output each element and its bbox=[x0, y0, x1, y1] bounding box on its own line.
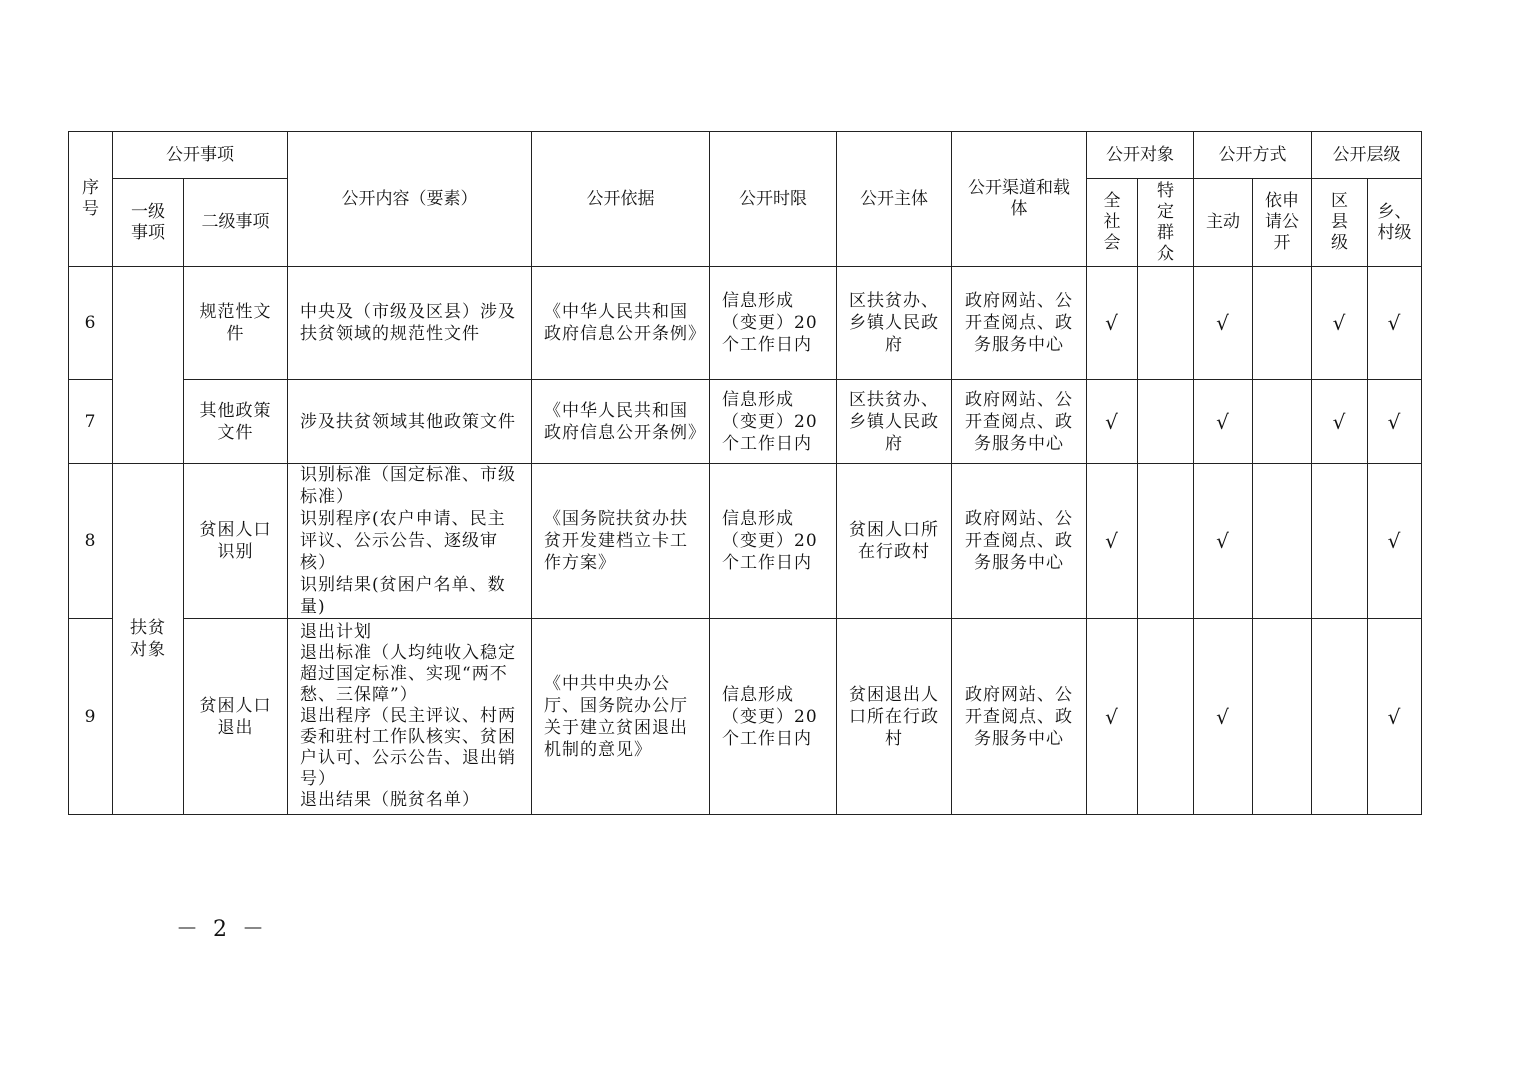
check-obj-specific bbox=[1138, 464, 1194, 619]
header-row-1 bbox=[69, 132, 1422, 179]
header-level-village: 乡、村级 bbox=[1368, 179, 1422, 267]
header-level2: 二级事项 bbox=[184, 179, 288, 267]
check-obj-all: √ bbox=[1087, 464, 1138, 619]
header-method-apply: 依申请公开 bbox=[1253, 179, 1312, 267]
row-time-limit: 信息形成（变更）20个工作日内 bbox=[710, 464, 837, 619]
check-level-county bbox=[1312, 619, 1368, 815]
row-level2: 其他政策文件 bbox=[184, 380, 288, 464]
header-obj-specific: 特定群众 bbox=[1138, 179, 1194, 267]
check-level-county: √ bbox=[1312, 380, 1368, 464]
header-channel: 公开渠道和载体 bbox=[952, 132, 1087, 267]
check-obj-all: √ bbox=[1087, 380, 1138, 464]
check-method-apply bbox=[1253, 619, 1312, 815]
header-method: 公开方式 bbox=[1194, 132, 1312, 179]
row-content: 中央及（市级及区县）涉及扶贫领域的规范性文件 bbox=[288, 267, 532, 380]
row-channel: 政府网站、公开查阅点、政务服务中心 bbox=[952, 380, 1087, 464]
table-row bbox=[69, 380, 1422, 464]
header-time-limit: 公开时限 bbox=[710, 132, 837, 267]
row-subject: 区扶贫办、乡镇人民政府 bbox=[837, 380, 952, 464]
row-level2: 规范性文件 bbox=[184, 267, 288, 380]
header-object: 公开对象 bbox=[1087, 132, 1194, 179]
row-channel: 政府网站、公开查阅点、政务服务中心 bbox=[952, 619, 1087, 815]
header-obj-all: 全社会 bbox=[1087, 179, 1138, 267]
check-method-active: √ bbox=[1194, 464, 1253, 619]
header-level-county: 区县级 bbox=[1312, 179, 1368, 267]
check-level-village: √ bbox=[1368, 619, 1422, 815]
row-content: 涉及扶贫领域其他政策文件 bbox=[288, 380, 532, 464]
row-basis: 《中华人民共和国政府信息公开条例》 bbox=[532, 380, 710, 464]
row-basis: 《中华人民共和国政府信息公开条例》 bbox=[532, 267, 710, 380]
row-time-limit: 信息形成（变更）20个工作日内 bbox=[710, 380, 837, 464]
row-seq: 6 bbox=[69, 267, 113, 380]
check-method-active: √ bbox=[1194, 619, 1253, 815]
row-level2: 贫困人口识别 bbox=[184, 464, 288, 619]
header-items: 公开事项 bbox=[113, 132, 288, 179]
row-content: 退出计划 退出标准（人均纯收入稳定超过国定标准、实现“两不愁、三保障”） 退出程序（民主评议、村两委和驻村工作队核实、贫困户认可、公示公告、退出销号） 退出结果（脱贫名单） bbox=[288, 619, 532, 815]
check-method-apply bbox=[1253, 464, 1312, 619]
row-content: 识别标准（国定标准、市级标准） 识别程序(农户申请、民主评议、公示公告、逐级审核） 识别结果(贫困户名单、数量) bbox=[288, 464, 532, 619]
header-seq: 序号 bbox=[69, 132, 113, 267]
row-channel: 政府网站、公开查阅点、政务服务中心 bbox=[952, 464, 1087, 619]
row-seq: 9 bbox=[69, 619, 113, 815]
check-obj-specific bbox=[1138, 267, 1194, 380]
row-subject: 区扶贫办、乡镇人民政府 bbox=[837, 267, 952, 380]
table-row bbox=[69, 267, 1422, 380]
check-method-active: √ bbox=[1194, 380, 1253, 464]
row-channel: 政府网站、公开查阅点、政务服务中心 bbox=[952, 267, 1087, 380]
check-obj-specific bbox=[1138, 380, 1194, 464]
header-method-active: 主动 bbox=[1194, 179, 1253, 267]
check-obj-all: √ bbox=[1087, 619, 1138, 815]
table-row bbox=[69, 619, 1422, 815]
page-number: － 2 － bbox=[176, 917, 268, 942]
row-basis: 《中共中央办公厅、国务院办公厅关于建立贫困退出机制的意见》 bbox=[532, 619, 710, 815]
check-level-village: √ bbox=[1368, 380, 1422, 464]
header-level1: 一级事项 bbox=[113, 179, 184, 267]
check-obj-all: √ bbox=[1087, 267, 1138, 380]
header-content: 公开内容（要素） bbox=[288, 132, 532, 267]
header-subject: 公开主体 bbox=[837, 132, 952, 267]
header-basis: 公开依据 bbox=[532, 132, 710, 267]
check-level-county: √ bbox=[1312, 267, 1368, 380]
check-level-county bbox=[1312, 464, 1368, 619]
row-level2: 贫困人口退出 bbox=[184, 619, 288, 815]
group-poverty-object: 扶贫对象 bbox=[113, 464, 184, 815]
row-subject: 贫困人口所在行政村 bbox=[837, 464, 952, 619]
row-time-limit: 信息形成（变更）20个工作日内 bbox=[710, 619, 837, 815]
check-method-active: √ bbox=[1194, 267, 1253, 380]
header-level: 公开层级 bbox=[1312, 132, 1422, 179]
row-basis: 《国务院扶贫办扶贫开发建档立卡工作方案》 bbox=[532, 464, 710, 619]
row-seq: 8 bbox=[69, 464, 113, 619]
check-level-village: √ bbox=[1368, 267, 1422, 380]
check-method-apply bbox=[1253, 380, 1312, 464]
row-seq: 7 bbox=[69, 380, 113, 464]
table-row bbox=[69, 464, 1422, 619]
row-level1-empty bbox=[113, 267, 184, 464]
disclosure-table bbox=[68, 131, 1422, 815]
check-obj-specific bbox=[1138, 619, 1194, 815]
check-method-apply bbox=[1253, 267, 1312, 380]
check-level-village: √ bbox=[1368, 464, 1422, 619]
row-subject: 贫困退出人口所在行政村 bbox=[837, 619, 952, 815]
row-time-limit: 信息形成（变更）20个工作日内 bbox=[710, 267, 837, 380]
